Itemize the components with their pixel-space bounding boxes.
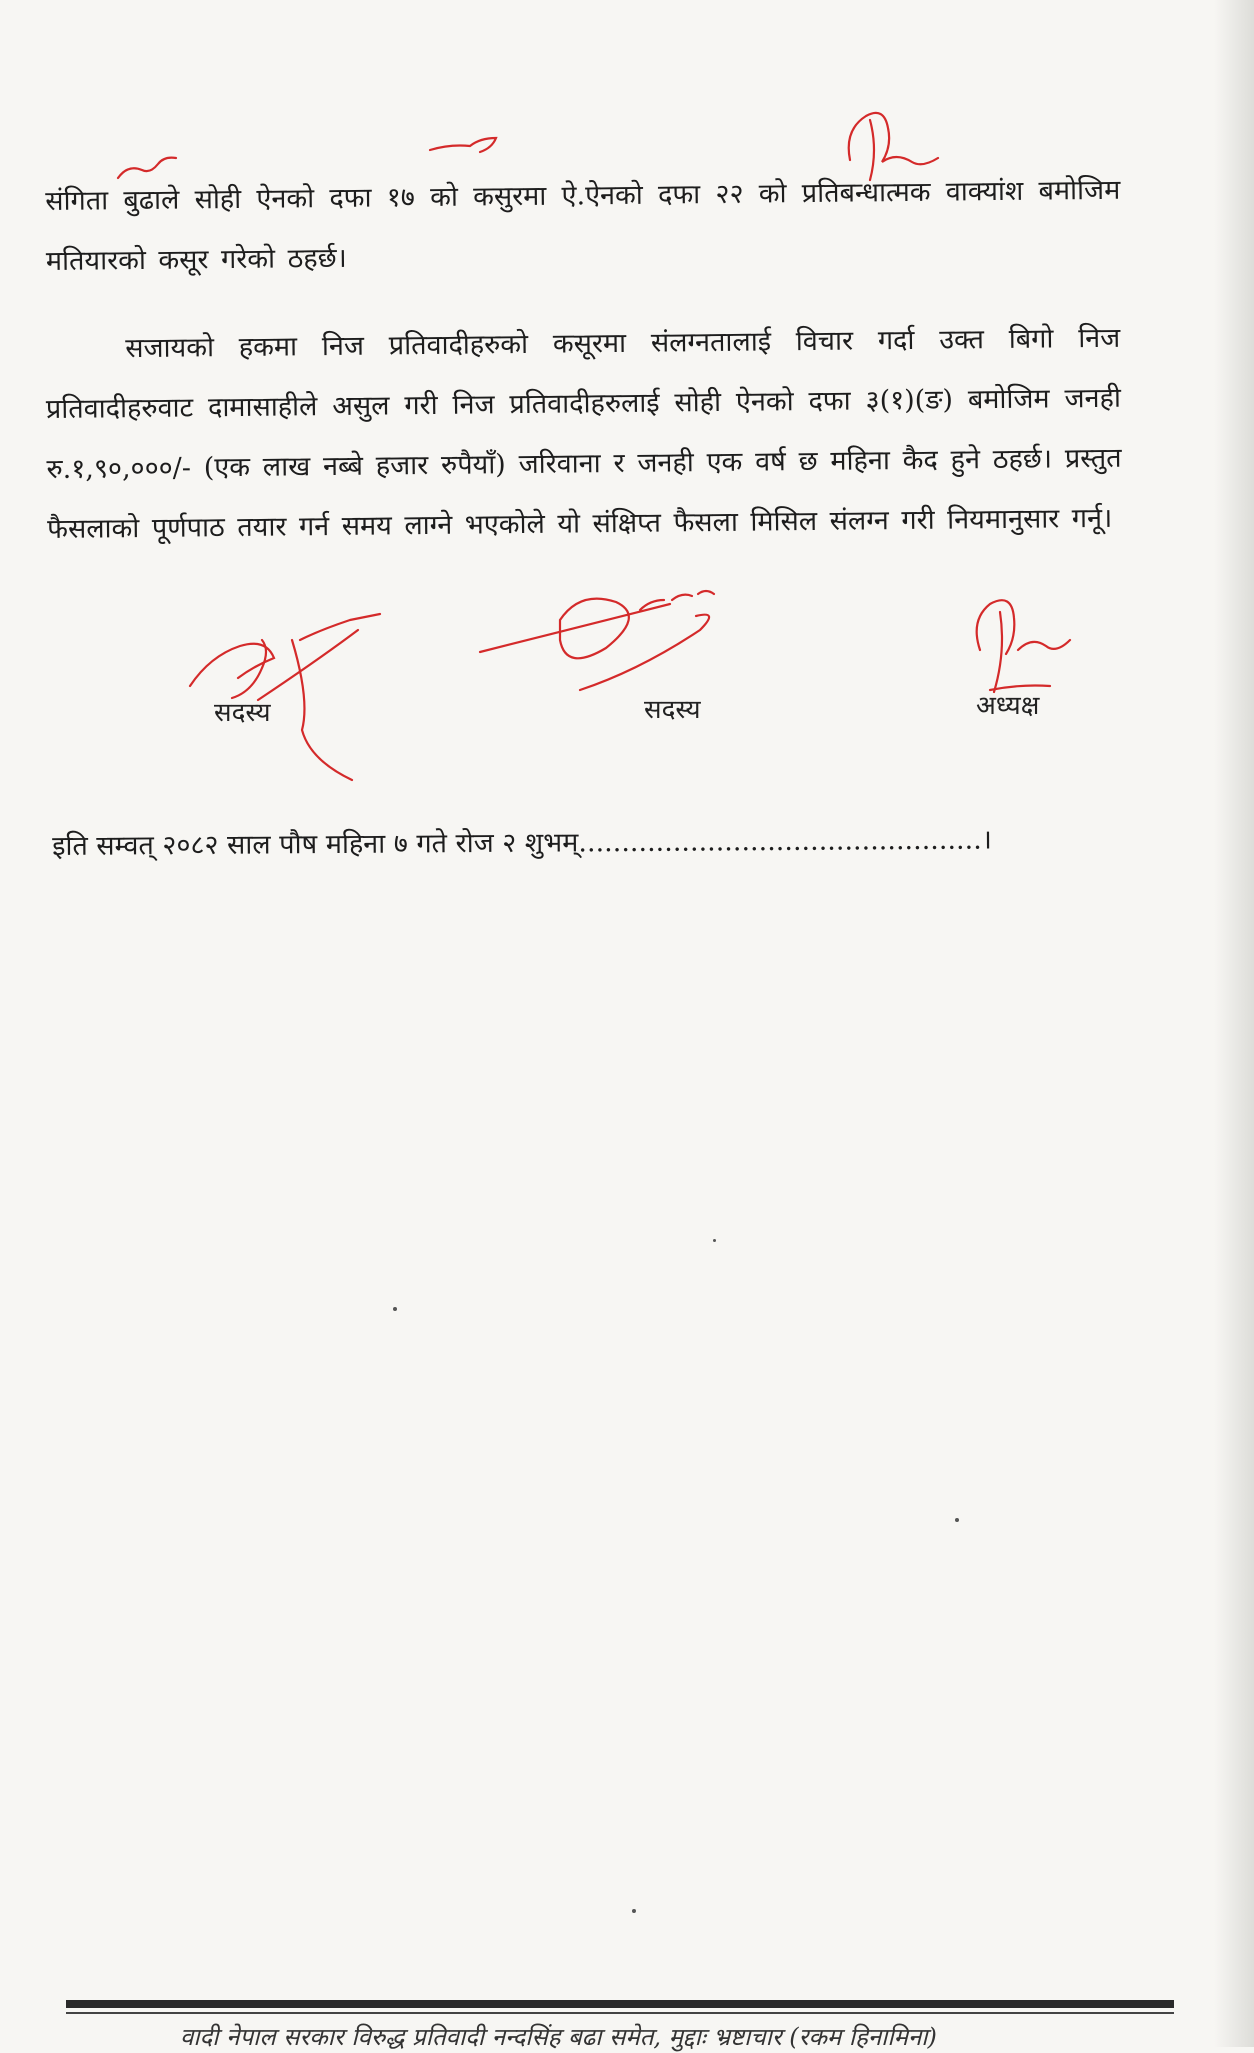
initial-mark-3 (849, 113, 938, 164)
signature-label-member-1: सदस्य (214, 698, 271, 728)
scan-speck (955, 1518, 959, 1522)
signature-member-1 (190, 644, 274, 686)
scan-speck (393, 1307, 397, 1311)
paragraph-verdict-accomplice: संगिता बुढाले सोही ऐनको दफा १७ को कसुरमा ऐ.ऐनको दफा २२ को प्रतिबन्धात्मक वाक्यांश बमोजिम मतियारको कसूर गरेको ठहर्छ। (45, 174, 1121, 277)
signature-label-chair: अध्यक्ष (976, 691, 1040, 721)
scan-speck (632, 1909, 636, 1913)
footer-rule-thin (66, 2012, 1174, 2014)
paragraph-sentence: सजायको हकमा निज प्रतिवादीहरुको कसूरमा संलग्नतालाई विचार गर्दा उक्त बिगो निज प्रतिवादीहरुवाट दामासाहीले असुल गरी निज प्रतिवादीहरुलाई सोही ऐनको दफा ३(१)(ङ) बमोजिम जनही रु.१,९०,०००/- (एक लाख नब्बे हजार रुपैयाँ) जरिवाना र जनही एक वर्ष छ महिना कैद हुने ठहर्छ। प्रस्तुत फैसलाको पूर्णपाठ तयार गर्न समय लाग्ने भएकोले यो संक्षिप्त फैसला मिसिल संलग्न गरी नियमानुसार गर्नू। (45, 322, 1122, 545)
footer-rule-thick (66, 2000, 1174, 2008)
scan-speck (713, 1239, 716, 1242)
closing-line: इति सम्वत् २०८२ साल पौष महिना ७ गते रोज २ शुभम्...............................................। (52, 824, 993, 862)
signature-member-2 (480, 604, 670, 652)
footer-case-title: वादी नेपाल सरकार विरुद्ध प्रतिवादी नन्दसिंह बढा समेत, मुद्दाः भ्रष्टाचार (रकम हिनामिना) (180, 2023, 937, 2051)
initial-mark-2 (430, 138, 496, 152)
signature-chair (977, 600, 1015, 654)
signature-label-member-2: सदस्य (644, 695, 701, 725)
scan-edge-shadow (1214, 0, 1254, 2047)
